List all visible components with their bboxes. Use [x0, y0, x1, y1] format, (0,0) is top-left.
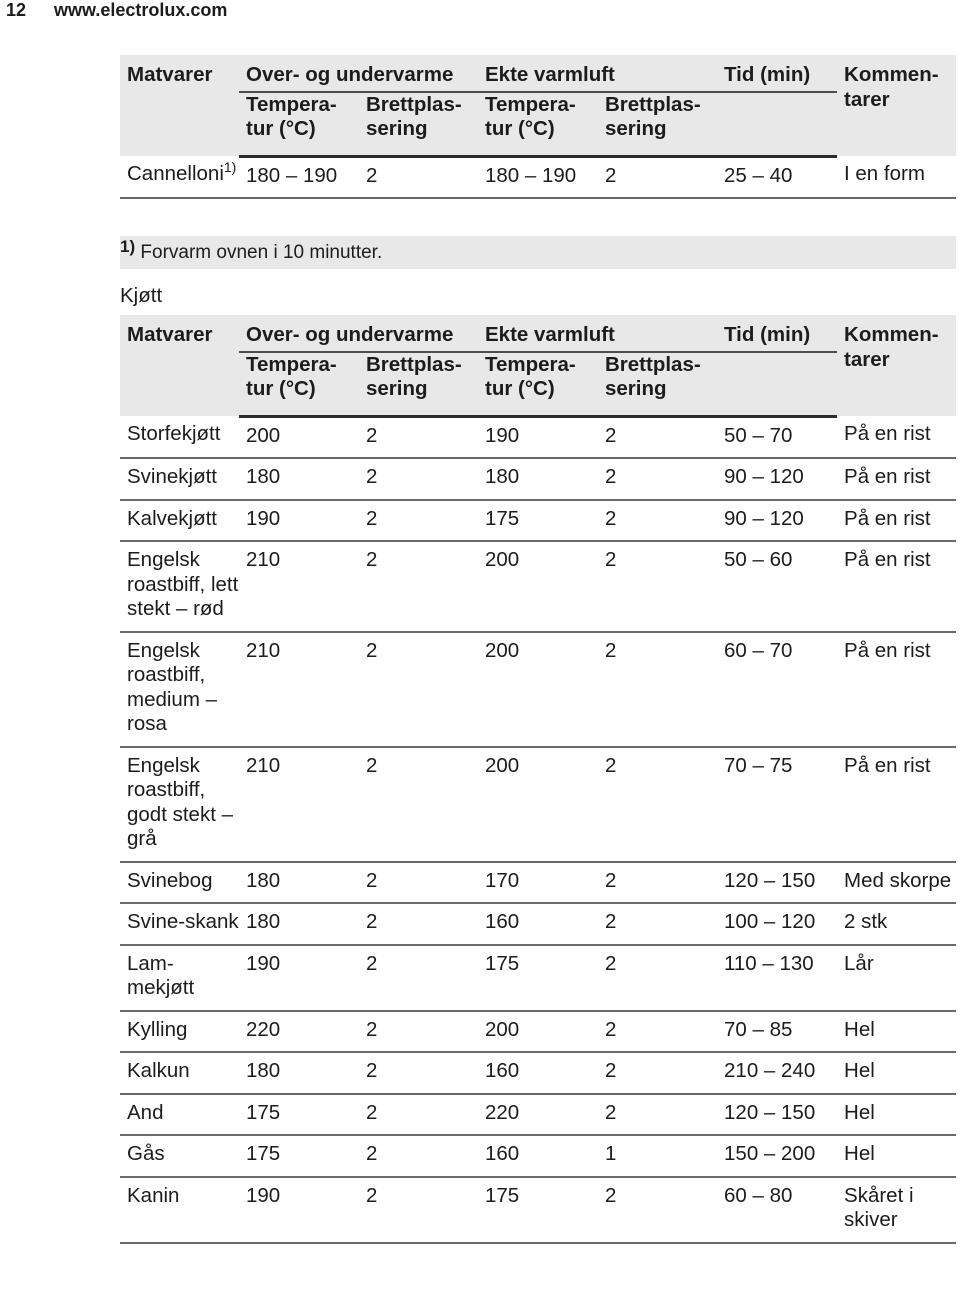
- col-shelf: Brettplas-sering: [598, 352, 717, 417]
- cell-food: Lam-mekjøtt: [120, 945, 239, 1011]
- table-row: [120, 903, 956, 945]
- cell-temp2: 175: [478, 500, 598, 542]
- cell-comment: Hel: [837, 1011, 956, 1053]
- cell-temp1: 190: [239, 500, 359, 542]
- table-row: [120, 1011, 956, 1053]
- cell-temp1: 190: [239, 1177, 359, 1243]
- cell-shelf1: 2: [359, 458, 478, 500]
- footnote-ref: 1): [223, 159, 237, 176]
- col-shelf: Brettplas-sering: [359, 352, 478, 417]
- cell-comment: I en form: [837, 156, 956, 198]
- table-row: [120, 747, 956, 862]
- cell-temp2: 175: [478, 945, 598, 1011]
- table-row: [120, 1094, 956, 1136]
- col-comments: Kommen-tarer: [837, 55, 956, 156]
- col-temperature: Tempera-tur (°C): [239, 352, 359, 417]
- cell-temp2: 180 – 190: [478, 156, 598, 198]
- col-conventional: Over- og undervarme: [239, 55, 478, 92]
- cell-food: Kanin: [120, 1177, 239, 1243]
- cell-temp1: 190: [239, 945, 359, 1011]
- cell-food: [120, 156, 239, 198]
- cell-comment: Skåret i skiver: [837, 1177, 956, 1243]
- cell-shelf2: 2: [598, 945, 717, 1011]
- cell-comment: På en rist: [837, 458, 956, 500]
- cell-time: 60 – 70: [717, 632, 837, 747]
- cell-temp2: 200: [478, 632, 598, 747]
- col-shelf: Brettplas-sering: [359, 92, 478, 157]
- cell-food: Kalkun: [120, 1052, 239, 1094]
- col-temperature: Tempera-tur (°C): [478, 92, 598, 157]
- cell-comment: 2 stk: [837, 903, 956, 945]
- cell-shelf1: 2: [359, 156, 478, 198]
- table-row: [120, 862, 956, 904]
- table-row: [120, 1135, 956, 1177]
- cell-food: Svinebog: [120, 862, 239, 904]
- col-temperature: Tempera-tur (°C): [239, 92, 359, 157]
- cell-comment: På en rist: [837, 500, 956, 542]
- table-cannelloni: [120, 55, 956, 199]
- cell-shelf1: 2: [359, 500, 478, 542]
- cell-temp2: 200: [478, 1011, 598, 1053]
- cell-shelf1: 2: [359, 1052, 478, 1094]
- footnote-marker: 1): [120, 237, 136, 256]
- cell-time: 50 – 70: [717, 416, 837, 458]
- table-row: [120, 632, 956, 747]
- table-meat: [120, 315, 956, 1244]
- cell-time: 25 – 40: [717, 156, 837, 198]
- cell-shelf2: 2: [598, 500, 717, 542]
- cell-temp2: 160: [478, 903, 598, 945]
- cell-temp1: 180 – 190: [239, 156, 359, 198]
- cell-time: 90 – 120: [717, 500, 837, 542]
- cell-shelf1: 2: [359, 862, 478, 904]
- table-row: [120, 458, 956, 500]
- cell-time: 50 – 60: [717, 541, 837, 632]
- table-row: [120, 1052, 956, 1094]
- cell-time: 110 – 130: [717, 945, 837, 1011]
- cell-comment: Hel: [837, 1094, 956, 1136]
- cell-food: Engelsk roastbiff, medium – rosa: [120, 632, 239, 747]
- cell-shelf1: 2: [359, 1177, 478, 1243]
- cell-temp2: 160: [478, 1135, 598, 1177]
- cell-temp2: 190: [478, 416, 598, 458]
- cell-time: 70 – 75: [717, 747, 837, 862]
- cell-time: 100 – 120: [717, 903, 837, 945]
- footnote-text: Forvarm ovnen i 10 minutter.: [140, 242, 383, 263]
- cell-shelf1: 2: [359, 1094, 478, 1136]
- cell-shelf1: 2: [359, 945, 478, 1011]
- cell-time: 70 – 85: [717, 1011, 837, 1053]
- cell-temp1: 210: [239, 541, 359, 632]
- cell-shelf2: 2: [598, 541, 717, 632]
- col-time: Tid (min): [717, 55, 837, 92]
- col-food: Matvarer: [120, 315, 239, 416]
- food-name: Cannelloni: [127, 162, 224, 185]
- cell-time: 150 – 200: [717, 1135, 837, 1177]
- cell-comment: Hel: [837, 1135, 956, 1177]
- cell-comment: På en rist: [837, 632, 956, 747]
- table-row: [120, 1177, 956, 1243]
- col-empty: [717, 92, 837, 157]
- cell-shelf1: 2: [359, 541, 478, 632]
- cell-time: 120 – 150: [717, 862, 837, 904]
- cell-time: 90 – 120: [717, 458, 837, 500]
- cell-comment: På en rist: [837, 416, 956, 458]
- cell-food: Kylling: [120, 1011, 239, 1053]
- cell-comment: På en rist: [837, 541, 956, 632]
- col-food: Matvarer: [120, 55, 239, 156]
- cell-shelf1: 2: [359, 632, 478, 747]
- col-time: Tid (min): [717, 315, 837, 352]
- cell-food: Storfekjøtt: [120, 416, 239, 458]
- cell-shelf1: 2: [359, 1135, 478, 1177]
- table-row: [120, 541, 956, 632]
- cell-temp2: 175: [478, 1177, 598, 1243]
- cell-temp1: 200: [239, 416, 359, 458]
- cell-temp2: 180: [478, 458, 598, 500]
- cell-shelf2: 2: [598, 747, 717, 862]
- table-row: [120, 500, 956, 542]
- cell-comment: Med skorpe: [837, 862, 956, 904]
- cell-temp2: 200: [478, 747, 598, 862]
- cell-shelf2: 2: [598, 1094, 717, 1136]
- cell-temp1: 180: [239, 458, 359, 500]
- col-comments: Kommen-tarer: [837, 315, 956, 416]
- table-row: [120, 416, 956, 458]
- cell-shelf2: 2: [598, 156, 717, 198]
- col-conventional: Over- og undervarme: [239, 315, 478, 352]
- cell-time: 210 – 240: [717, 1052, 837, 1094]
- cell-shelf2: 2: [598, 458, 717, 500]
- col-true-fan: Ekte varmluft: [478, 315, 717, 352]
- cell-temp1: 210: [239, 632, 359, 747]
- cell-food: And: [120, 1094, 239, 1136]
- table-row: [120, 156, 956, 198]
- cell-food: Kalvekjøtt: [120, 500, 239, 542]
- col-true-fan: Ekte varmluft: [478, 55, 717, 92]
- cell-shelf1: 2: [359, 747, 478, 862]
- cell-temp2: 160: [478, 1052, 598, 1094]
- col-temperature: Tempera-tur (°C): [478, 352, 598, 417]
- cell-shelf1: 2: [359, 1011, 478, 1053]
- site-url: www.electrolux.com: [54, 0, 228, 20]
- cell-shelf2: 2: [598, 1052, 717, 1094]
- cell-food: Svinekjøtt: [120, 458, 239, 500]
- cell-temp1: 180: [239, 903, 359, 945]
- cell-temp1: 180: [239, 1052, 359, 1094]
- cell-shelf2: 2: [598, 1177, 717, 1243]
- cell-temp2: 220: [478, 1094, 598, 1136]
- cell-temp1: 180: [239, 862, 359, 904]
- cell-time: 60 – 80: [717, 1177, 837, 1243]
- table-row: [120, 945, 956, 1011]
- cell-shelf2: 2: [598, 632, 717, 747]
- cell-temp1: 175: [239, 1094, 359, 1136]
- footnote: [120, 236, 956, 269]
- cell-shelf1: 2: [359, 903, 478, 945]
- page-number: 12: [6, 0, 27, 20]
- cell-food: Svine-skank: [120, 903, 239, 945]
- cell-shelf2: 2: [598, 862, 717, 904]
- col-shelf: Brettplas-sering: [598, 92, 717, 157]
- cell-food: Engelsk roastbiff, lett stekt – rød: [120, 541, 239, 632]
- cell-shelf1: 2: [359, 416, 478, 458]
- cell-shelf2: 2: [598, 903, 717, 945]
- page-header: [6, 0, 227, 21]
- cell-comment: Lår: [837, 945, 956, 1011]
- cell-comment: Hel: [837, 1052, 956, 1094]
- cell-temp1: 220: [239, 1011, 359, 1053]
- col-empty: [717, 352, 837, 417]
- cell-temp1: 175: [239, 1135, 359, 1177]
- cell-shelf2: 2: [598, 1011, 717, 1053]
- cell-time: 120 – 150: [717, 1094, 837, 1136]
- cell-temp2: 170: [478, 862, 598, 904]
- cell-shelf2: 1: [598, 1135, 717, 1177]
- cell-shelf2: 2: [598, 416, 717, 458]
- cell-food: Gås: [120, 1135, 239, 1177]
- cell-temp2: 200: [478, 541, 598, 632]
- cell-food: Engelsk roastbiff, godt stekt – grå: [120, 747, 239, 862]
- cell-comment: På en rist: [837, 747, 956, 862]
- section-title: Kjøtt: [120, 284, 163, 307]
- cell-temp1: 210: [239, 747, 359, 862]
